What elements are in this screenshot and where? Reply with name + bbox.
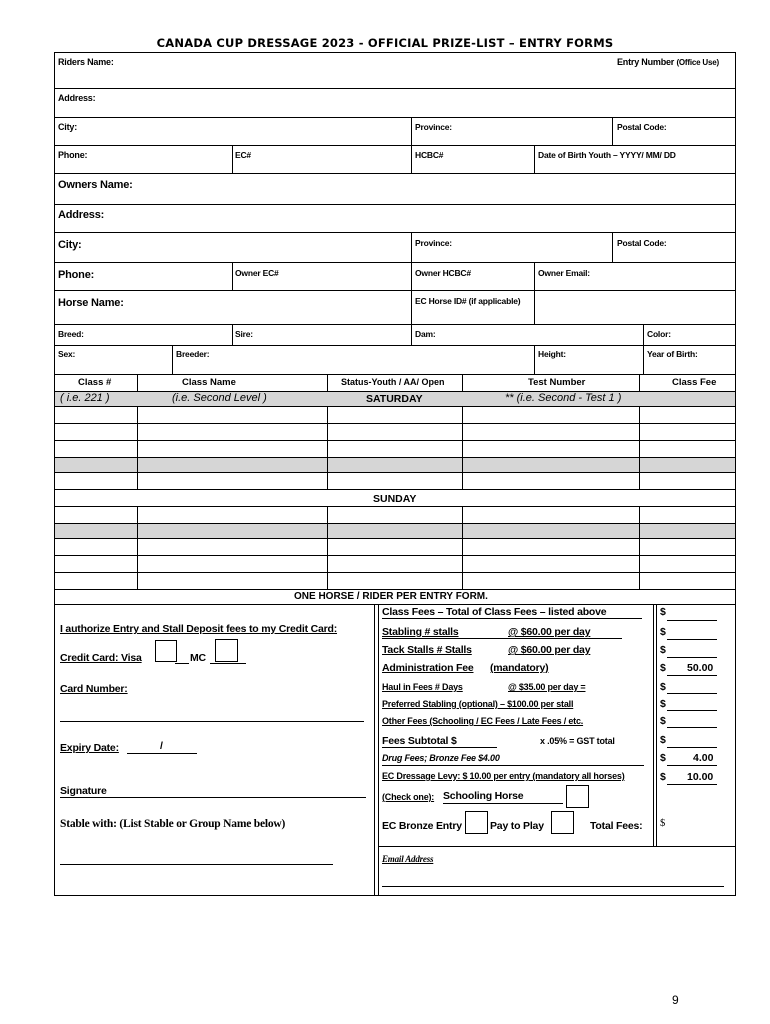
stabling-label: Stabling # stalls — [382, 626, 459, 638]
example-class-no: ( i.e. 221 ) — [60, 392, 110, 404]
rider-province-label: Province: — [415, 122, 452, 132]
sunday-heading: SUNDAY — [373, 493, 417, 505]
expiry-separator: / — [160, 740, 163, 752]
rider-hcbc-label: HCBC# — [415, 150, 444, 160]
levy-amount: 10.00 — [687, 771, 714, 783]
example-test-number: ** (i.e. Second - Test 1 ) — [505, 392, 622, 404]
ec-horse-id-label: EC Horse ID# (if applicable) — [415, 296, 521, 306]
owner-ec-label: Owner EC# — [235, 268, 279, 278]
dob-youth-label: Date of Birth Youth – YYYY/ MM/ DD — [538, 150, 676, 160]
year-of-birth-label: Year of Birth: — [647, 349, 698, 359]
rider-postal-code-label: Postal Code: — [617, 122, 667, 132]
mc-checkbox[interactable] — [215, 639, 238, 662]
haul-in-dollar: $ — [660, 681, 666, 693]
page-title: CANADA CUP DRESSAGE 2023 - OFFICIAL PRIZE-LIST – ENTRY FORMS — [156, 36, 614, 50]
card-number-label: Card Number: — [60, 683, 128, 695]
saturday-heading: SATURDAY — [366, 393, 423, 405]
levy-dollar: $ — [660, 771, 666, 783]
fees-subtotal-label: Fees Subtotal $ — [382, 735, 457, 747]
col-header-test-number: Test Number — [528, 377, 586, 388]
rider-phone-label: Phone: — [58, 150, 88, 160]
riders-name-label: Riders Name: — [58, 57, 114, 67]
drug-amount: 4.00 — [693, 752, 714, 764]
stabling-dollar: $ — [660, 626, 666, 638]
drug-dollar: $ — [660, 752, 666, 764]
other-fees-dollar: $ — [660, 715, 666, 727]
owners-name-label: Owners Name: — [58, 179, 133, 191]
entry-number-label: Entry Number (Office Use) — [617, 57, 719, 67]
col-header-class-name: Class Name — [182, 377, 236, 388]
stabling-rate: @ $60.00 per day — [508, 626, 591, 638]
admin-mandatory: (mandatory) — [490, 662, 549, 674]
ec-levy-label: EC Dressage Levy: $ 10.00 per entry (mandatory all horses) — [382, 771, 625, 781]
owner-hcbc-label: Owner HCBC# — [415, 268, 471, 278]
haul-in-rate: @ $35.00 per day = — [508, 682, 586, 692]
ec-bronze-entry-label: EC Bronze Entry — [382, 820, 462, 832]
owner-city-label: City: — [58, 239, 82, 251]
sire-label: Sire: — [235, 329, 253, 339]
col-header-class-fee: Class Fee — [672, 377, 717, 388]
example-class-name: (i.e. Second Level ) — [172, 392, 267, 404]
tack-stalls-rate: @ $60.00 per day — [508, 644, 591, 656]
owner-postal-code-label: Postal Code: — [617, 238, 667, 248]
rider-city-label: City: — [58, 122, 77, 132]
gst-label: x .05% = GST total — [540, 736, 615, 746]
class-fees-label: Class Fees – Total of Class Fees – listed above — [382, 606, 607, 618]
preferred-stabling-label: Preferred Stabling (optional) – $100.00 per stall — [382, 699, 574, 709]
subtotal-dollar: $ — [660, 734, 666, 746]
haul-in-label: Haul in Fees # Days — [382, 682, 463, 692]
class-fees-dollar: $ — [660, 606, 666, 618]
rider-address-label: Address: — [58, 93, 96, 103]
mc-label: MC — [190, 652, 206, 664]
expiry-date-label: Expiry Date: — [60, 742, 119, 754]
stable-with-line[interactable] — [60, 864, 333, 865]
breed-label: Breed: — [58, 329, 84, 339]
color-label: Color: — [647, 329, 671, 339]
sex-label: Sex: — [58, 349, 76, 359]
email-address-label: Email Address — [382, 854, 434, 864]
admin-fee-label: Administration Fee — [382, 662, 474, 674]
expiry-date-line[interactable] — [127, 753, 197, 754]
col-header-status: Status-Youth / AA/ Open — [341, 377, 445, 387]
preferred-stabling-dollar: $ — [660, 698, 666, 710]
total-fees-label: Total Fees: — [590, 820, 643, 832]
tack-stalls-label: Tack Stalls # Stalls — [382, 644, 472, 656]
ec-bronze-checkbox[interactable] — [465, 811, 488, 834]
stable-with-label: Stable with: (List Stable or Group Name below) — [60, 818, 286, 830]
pay-to-play-checkbox[interactable] — [551, 811, 574, 834]
check-one-label: (Check one): — [382, 792, 435, 802]
total-fees-dollar: $ — [660, 818, 666, 829]
signature-label: Signature — [60, 785, 107, 797]
height-label: Height: — [538, 349, 566, 359]
schooling-horse-label: Schooling Horse — [443, 790, 524, 802]
owner-address-label: Address: — [58, 209, 105, 221]
admin-amount: 50.00 — [687, 662, 714, 674]
card-number-line[interactable] — [60, 721, 364, 722]
visa-checkbox[interactable] — [155, 640, 177, 662]
entry-form-frame — [54, 52, 736, 896]
breeder-label: Breeder: — [176, 349, 210, 359]
owner-email-label: Owner Email: — [538, 268, 590, 278]
pay-to-play-label: Pay to Play — [490, 820, 544, 832]
page-number: 9 — [672, 993, 679, 1007]
email-address-line[interactable] — [382, 886, 724, 887]
horse-name-label: Horse Name: — [58, 297, 124, 309]
other-fees-label: Other Fees (Schooling / EC Fees / Late Fees / etc. — [382, 716, 584, 726]
tack-dollar: $ — [660, 644, 666, 656]
credit-card-visa-label: Credit Card: Visa — [60, 652, 142, 664]
owner-province-label: Province: — [415, 238, 452, 248]
drug-fees-label: Drug Fees; Bronze Fee $4.00 — [382, 753, 500, 763]
signature-line[interactable] — [60, 797, 366, 798]
col-header-class-no: Class # — [78, 377, 112, 388]
owner-phone-label: Phone: — [58, 269, 95, 281]
dam-label: Dam: — [415, 329, 436, 339]
one-horse-notice: ONE HORSE / RIDER PER ENTRY FORM. — [294, 591, 488, 602]
authorize-statement: I authorize Entry and Stall Deposit fees to my Credit Card: — [60, 623, 338, 635]
rider-ec-label: EC# — [235, 150, 251, 160]
schooling-horse-checkbox[interactable] — [566, 785, 589, 808]
admin-dollar: $ — [660, 662, 666, 674]
